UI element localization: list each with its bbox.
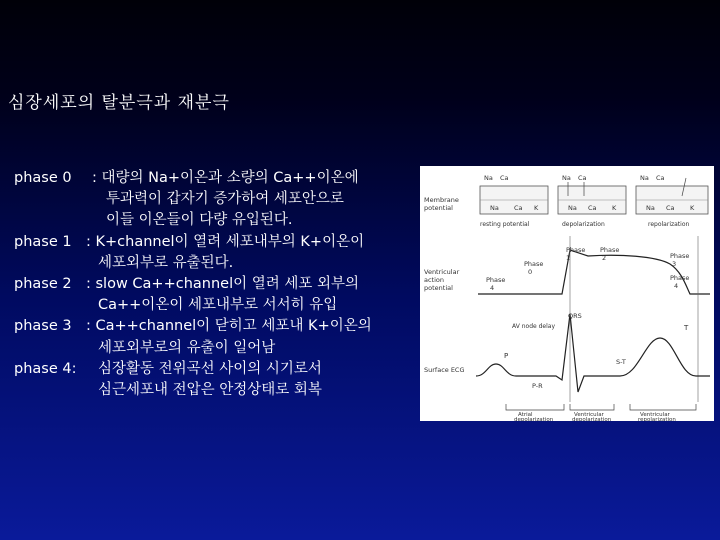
phase-0-row-1	[14, 168, 434, 189]
phase-3-row-2	[14, 338, 434, 359]
cell-depol-ion-na-in: Na	[568, 204, 577, 212]
phase-1-text-line-1: : K+channel이 열려 세포내부의 K+이온이	[86, 233, 365, 250]
cell-repolarization	[636, 174, 708, 228]
cell-depol-ion-k: K	[612, 204, 617, 212]
cell-repol-ion-ca-in: Ca	[666, 204, 675, 212]
cell-resting-ion-ca: Ca	[500, 174, 509, 182]
membrane-label-2: potential	[424, 204, 453, 212]
cell-depol-ion-ca-in: Ca	[588, 204, 597, 212]
phase-2-text-line-1: : slow Ca++channel이 열려 세포 외부의	[86, 275, 359, 292]
phase-4-row-1	[14, 359, 434, 380]
vrep-caption-1: Ventricular	[640, 412, 670, 418]
ecg-pr-label: P-R	[532, 382, 543, 390]
phase-1-text-line-2: 세포외부로 유출된다.	[98, 254, 234, 271]
phase-0-text-line-3: 이들 이온들이 다량 유입된다.	[106, 212, 293, 229]
cell-repol-ion-na: Na	[640, 174, 649, 182]
phase1-label-2: 1	[566, 254, 571, 262]
phase-2-label: phase 2	[14, 275, 72, 292]
phase4a-label-2: 4	[490, 284, 495, 292]
cell-repol-ion-ca: Ca	[656, 174, 665, 182]
cell-depolarization	[558, 174, 626, 228]
phase4b-label-1: Phase	[670, 274, 690, 282]
membrane-label-1: Membrane	[424, 196, 459, 204]
cell-depol-ion-na: Na	[562, 174, 571, 182]
phase-2-row-2	[14, 295, 434, 316]
cell-resting	[480, 174, 548, 228]
phase-4-label: phase 4:	[14, 360, 77, 377]
phase-1-label: phase 1	[14, 233, 72, 250]
cell-resting-ion-na-in: Na	[490, 204, 499, 212]
action-label-3: potential	[424, 284, 453, 292]
ecg-p-label: P	[504, 352, 509, 360]
ecg-t-label: T	[684, 324, 689, 332]
cell-resting-ion-na: Na	[484, 174, 493, 182]
slide-title: 심장세포의 탈분극과 재분극	[8, 93, 230, 113]
phase4a-label-1: Phase	[486, 276, 506, 284]
cell-repol-ion-k: K	[690, 204, 695, 212]
ecg-label: Surface ECG	[424, 366, 465, 374]
cell-resting-ion-k: K	[534, 204, 539, 212]
phase3-label-2: 3	[672, 260, 677, 268]
phase-3-text-line-2: 세포외부로의 유출이 일어남	[98, 339, 276, 356]
phase-0-row-2	[14, 189, 434, 210]
phase0-label-1: Phase	[524, 260, 544, 268]
cell-depol-caption: depolarization	[562, 221, 605, 228]
cell-resting-caption: resting potential	[480, 221, 530, 228]
cell-repol-ion-na-in: Na	[646, 204, 655, 212]
vdep-caption-1: Ventricular	[574, 412, 604, 418]
atrial-caption-2: depolarization	[514, 417, 554, 421]
phase-3-text-line-1: : Ca++channel이 닫히고 세포내 K+이온의	[86, 318, 372, 335]
action-potential-figure	[420, 166, 714, 421]
bracket-ventricular-depol	[570, 404, 614, 410]
vdep-caption-2: depolarization	[572, 417, 612, 421]
phase-4-text-line-2: 심근세포내 전압은 안정상태로 회복	[98, 381, 322, 398]
cell-repol-caption: repolarization	[648, 221, 690, 228]
phase-1-row-2	[14, 253, 434, 274]
bracket-atrial	[506, 404, 564, 410]
phase-3-row-1	[14, 316, 434, 337]
ecg-st-label: S-T	[616, 358, 626, 366]
phase-0-text-line-2: 투과력이 갑자기 증가하여 세포안으로	[106, 191, 344, 208]
phase-2-row-1	[14, 274, 434, 295]
phase-4-row-2	[14, 380, 434, 401]
phase-1-row-1	[14, 232, 434, 253]
ecg-qrs-label: QRS	[568, 312, 582, 320]
cell-depol-ion-ca: Ca	[578, 174, 587, 182]
phase-3-label: phase 3	[14, 318, 72, 335]
phase0-label-2: 0	[528, 268, 533, 276]
action-label-2: action	[424, 276, 445, 284]
phase2-label-1: Phase	[600, 246, 620, 254]
cell-resting-ion-ca-in: Ca	[514, 204, 523, 212]
bracket-ventricular-repol	[630, 404, 696, 410]
phase-0-row-3	[14, 210, 434, 231]
phase-2-text-line-2: Ca++이온이 세포내부로 서서히 유입	[98, 297, 338, 314]
atrial-caption-1: Atrial	[518, 412, 533, 418]
phase4b-label-2: 4	[674, 282, 679, 290]
action-potential-diagram	[420, 166, 714, 421]
phase1-label-1: Phase	[566, 246, 586, 254]
action-label-1: Ventricular	[424, 268, 460, 276]
vrep-caption-2: repolarization	[638, 417, 676, 421]
phase3-label-1: Phase	[670, 252, 690, 260]
phase-0-text-line-1: : 대량의 Na+이온과 소량의 Ca++이온에	[92, 170, 359, 186]
ecg-av-delay-label: AV node delay	[512, 323, 556, 330]
phase-0-label: phase 0	[14, 170, 72, 186]
phase2-label-2: 2	[602, 254, 607, 262]
phase-list	[14, 168, 434, 401]
phase-4-text-line-1: 심장활동 전위곡선 사이의 시기로서	[98, 360, 322, 377]
